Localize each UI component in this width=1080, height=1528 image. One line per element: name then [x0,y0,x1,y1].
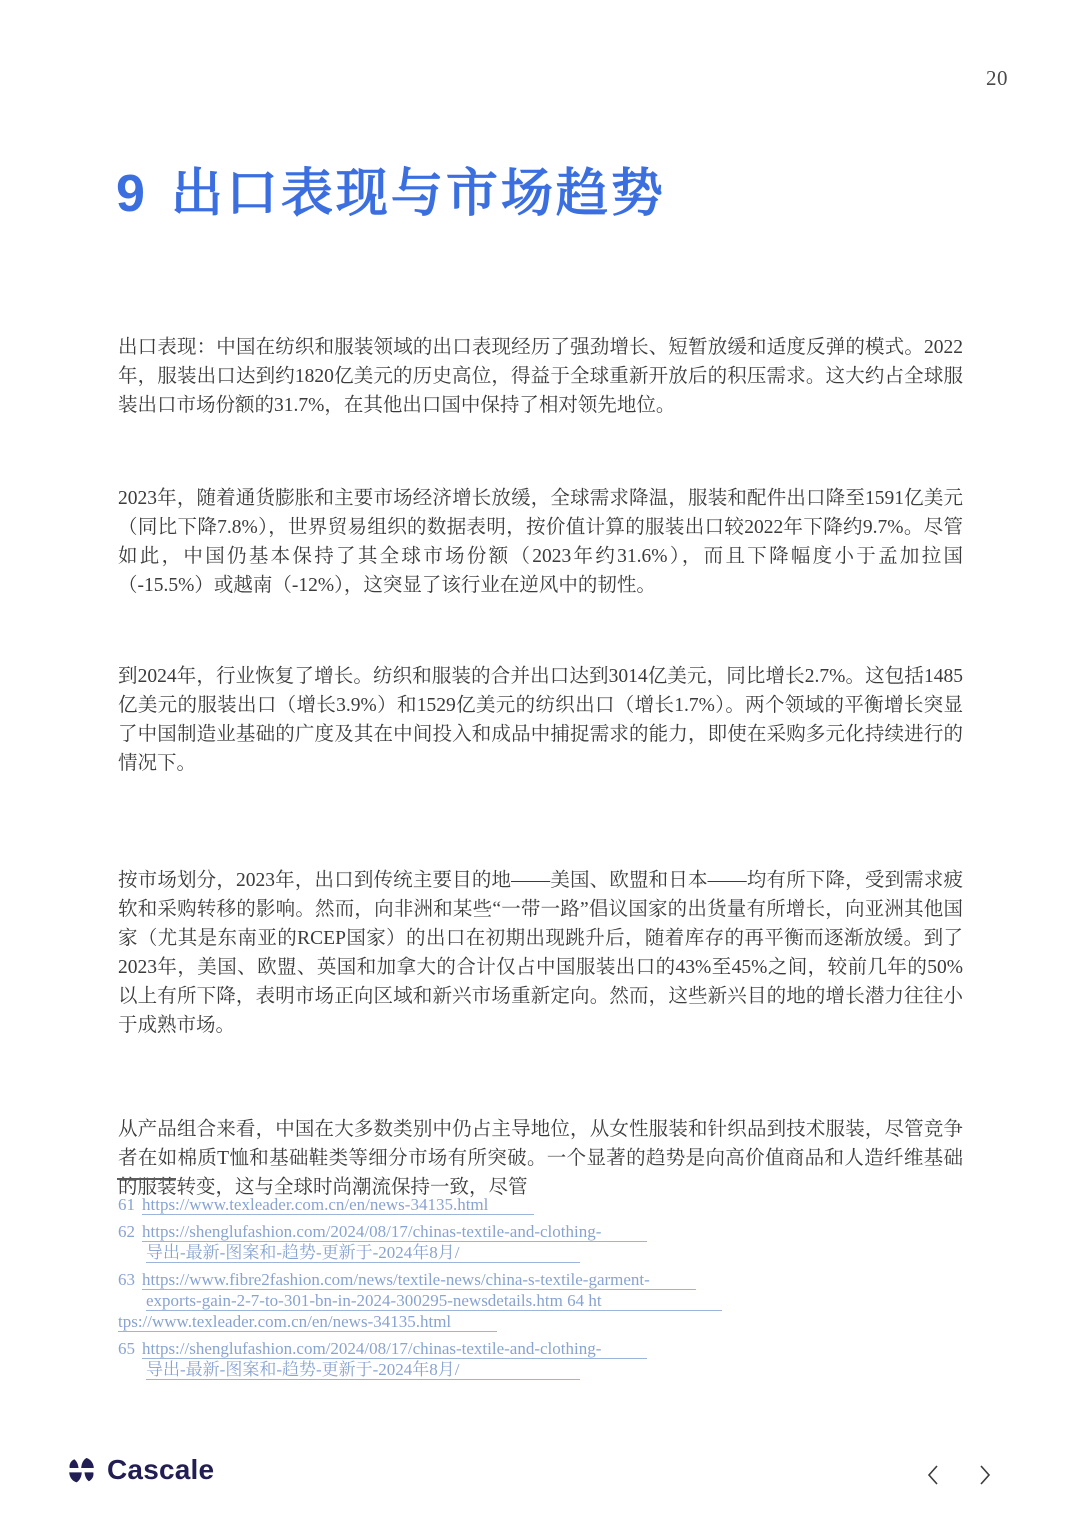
footnote-line-continuation [118,1359,838,1380]
footnote-line [118,1338,838,1359]
footnote-line-continuation [118,1242,838,1263]
footnote-number: 63 [118,1270,135,1289]
footnote-link[interactable]: https://www.fibre2fashion.com/news/textile-news/china-s-textile-garment- [142,1270,696,1290]
chevron-right-icon [978,1464,992,1486]
footnote-link[interactable]: https://shenglufashion.com/2024/08/17/chinas-textile-and-clothing- [142,1339,647,1359]
footnote-number: 62 [118,1222,135,1241]
paragraph-market-breakdown: 按市场划分，2023年，出口到传统主要目的地——美国、欧盟和日本——均有所下降，受到需求疲软和采购转移的影响。然而，向非洲和某些“一带一路”倡议国家的出货量有所增长，向亚洲其他国家（尤其是东南亚的RCEP国家）的出口在初期出现跳升后，随着库存的再平衡而逐渐放缓。到了2023年，美国、欧盟、英国和加拿大的合计仅占中国服装出口的43%至45%之间，较前几年的50%以上有所下降，表明市场正向区域和新兴市场重新定向。然而，这些新兴目的地的增长潜力往往小于成熟市场。 [118,870,963,1036]
footnote-line [118,1221,838,1242]
footnote-number: 61 [118,1195,135,1214]
footnote-line [118,1269,838,1290]
footnote-line-continuation [118,1311,838,1332]
page-number: 20 [986,66,1008,90]
chevron-left-icon [926,1464,940,1486]
prev-page-button[interactable] [916,1458,950,1492]
paragraph-product-mix: 从产品组合来看，中国在大多数类别中仍占主导地位，从女性服装和针织品到技术服装，尽管竞争者在如棉质T恤和基础鞋类等细分市场有所突破。一个显著的趋势是向高价值商品和人造纤维基础的服装转变，这与全球时尚潮流保持一致，尽管 [118,1119,963,1198]
brand-name: Cascale [107,1454,215,1485]
footnote-link[interactable]: tps://www.texleader.com.cn/en/news-34135.html [118,1312,497,1332]
brand-logo [66,1454,214,1486]
footnote-link[interactable]: 导出-最新-图案和-趋势-更新于-2024年8月/ [146,1360,580,1380]
footnote-divider [117,1178,176,1180]
footnote-link[interactable]: https://shenglufashion.com/2024/08/17/chinas-textile-and-clothing- [142,1222,647,1242]
footnote-link[interactable]: https://www.texleader.com.cn/en/news-34135.html [142,1195,534,1215]
paragraph-export-performance: 出口表现：中国在纺织和服装领域的出口表现经历了强劲增长、短暂放缓和适度反弹的模式。2022年，服装出口达到约1820亿美元的历史高位，得益于全球重新开放后的积压需求。这大约占全球服装出口市场份额的31.7%，在其他出口国中保持了相对领先地位。 [118,337,963,416]
footnote-link[interactable]: 导出-最新-图案和-趋势-更新于-2024年8月/ [146,1243,580,1263]
footnote-number: 65 [118,1339,135,1358]
footnote-line-continuation [118,1290,838,1311]
next-page-button[interactable] [968,1458,1002,1492]
footnotes [118,1194,838,1380]
paragraph-2024-recovery: 到2024年，行业恢复了增长。纺织和服装的合并出口达到3014亿美元，同比增长2.7%。这包括1485亿美元的服装出口（增长3.9%）和1529亿美元的纺织出口（增长1.7%）。两个领域的平衡增长突显了中国制造业基础的广度及其在中间投入和成品中捕捉需求的能力，即使在采购多元化持续进行的情况下。 [118,666,963,774]
footnote-line [118,1194,838,1215]
section-title-text: 出口表现与市场趋势 [170,165,666,223]
cascale-logo-icon [66,1456,97,1485]
paragraph-2023-decline: 2023年，随着通货膨胀和主要市场经济增长放缓，全球需求降温，服装和配件出口降至1591亿美元（同比下降7.8%），世界贸易组织的数据表明，按价值计算的服装出口较2022年下降约9.7%。尽管如此，中国仍基本保持了其全球市场份额（2023年约31.6%），而且下降幅度小于孟加拉国（-15.5%）或越南（-12%），这突显了该行业在逆风中的韧性。 [118,488,963,596]
footnote-link[interactable]: exports-gain-2-7-to-301-bn-in-2024-300295-newsdetails.htm 64 ht [146,1291,722,1311]
section-number: 9 [116,165,145,223]
section-title [116,162,666,226]
body-content [118,333,963,1202]
